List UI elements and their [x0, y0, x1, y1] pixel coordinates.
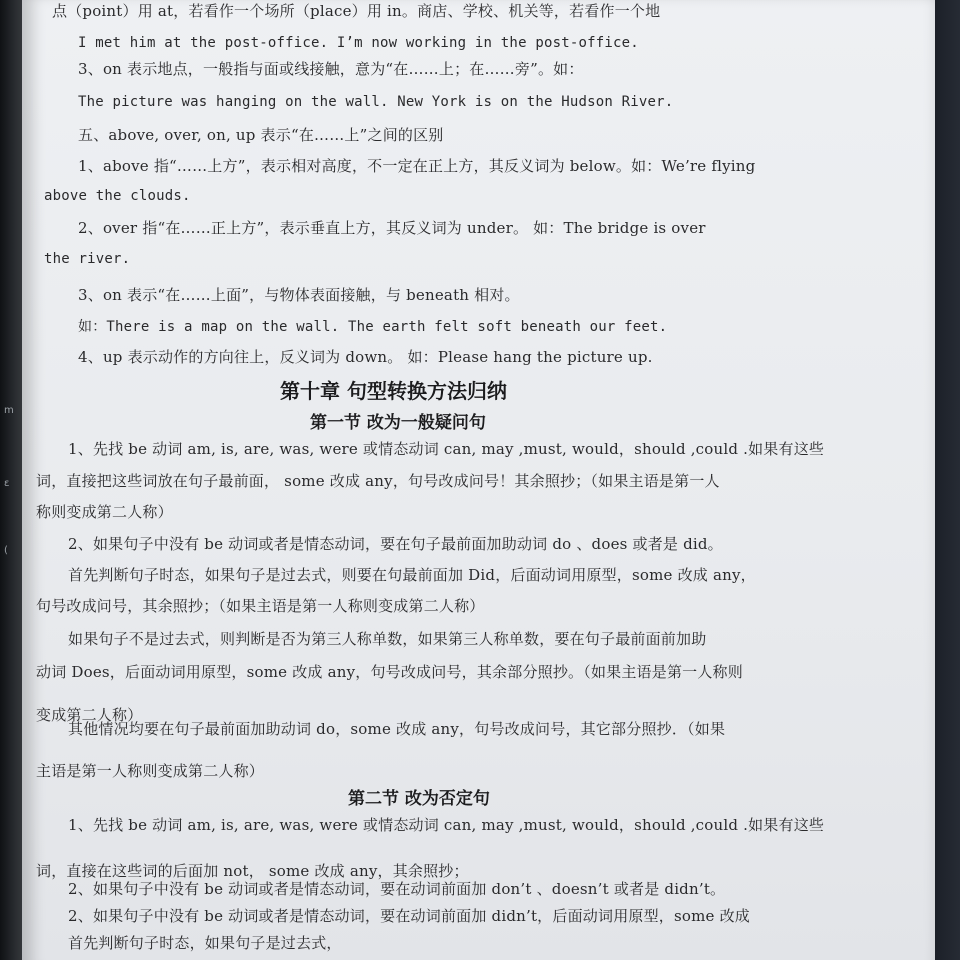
- text-line: 词，直接把这些词放在句子最前面， some 改成 any，句号改成问号！其余照抄；（如果主语是第一人: [36, 472, 720, 490]
- text-line: 2、over 指“在……正上方”，表示垂直上方，其反义词为 under。 如：The bridge is over: [78, 219, 706, 237]
- text-line: 首先判断句子时态，如果句子是过去式，: [68, 934, 342, 952]
- text-line: 五、above, over, on, up 表示“在……上”之间的区别: [78, 126, 444, 144]
- text-line: 1、above 指“……上方”，表示相对高度，不一定在正上方，其反义词为 below。如：We’re flying: [78, 157, 756, 175]
- text-line: 3、on 表示“在……上面”，与物体表面接触，与 beneath 相对。: [78, 286, 520, 304]
- text-line: 首先判断句子时态，如果句子是过去式，则要在句最前面加 Did，后面动词用原型，some 改成 any，: [68, 566, 756, 584]
- text-line: 词，直接在这些词的后面加 not， some 改成 any，其余照抄；: [36, 862, 469, 880]
- text-line: 如果句子不是过去式，则判断是否为第三人称单数，如果第三人称单数，要在句子最前面前加助: [68, 630, 707, 648]
- text-line: 2、如果句子中没有 be 动词或者是情态动词，要在句子最前面加助动词 do 、does 或者是 did。: [68, 535, 723, 553]
- text-line: 其他情况均要在句子最前面加助动词 do，some 改成 any，句号改成问号，其它部分照抄．（如果: [68, 720, 726, 738]
- text-line: 点（point）用 at，若看作一个场所（place）用 in。商店、学校、机关等，若看作一个地: [52, 2, 661, 20]
- margin-mark: m: [4, 405, 14, 416]
- text-line: 句号改成问号，其余照抄；（如果主语是第一人称则变成第二人称）: [36, 597, 485, 615]
- book-page: [22, 0, 937, 960]
- margin-mark: ɛ: [4, 478, 10, 489]
- text-line: I met him at the post-office. I’m now working in the post-office.: [78, 35, 639, 51]
- margin-mark: (: [4, 545, 8, 556]
- text-line: 动词 Does，后面动词用原型，some 改成 any，句号改成问号，其余部分照抄。（如果主语是第一人称则: [36, 663, 743, 681]
- text-line: 变成第二人称）: [36, 706, 143, 724]
- text-line: 主语是第一人称则变成第二人称）: [36, 762, 265, 780]
- text-line: the river.: [44, 251, 131, 267]
- text-line: The picture was hanging on the wall. New York is on the Hudson River.: [78, 94, 674, 110]
- text-line: 2、如果句子中没有 be 动词或者是情态动词，要在动词前面加 don’t 、doesn’t 或者是 didn’t。: [68, 880, 726, 898]
- text-line: 4、up 表示动作的方向往上，反义词为 down。 如：Please hang the picture up.: [78, 348, 653, 366]
- chapter-title: 第十章 句型转换方法归纳: [280, 379, 507, 403]
- text-line: 如：There is a map on the wall. The earth felt soft beneath our feet.: [78, 319, 668, 335]
- text-line: 1、先找 be 动词 am, is, are, was, were 或情态动词 can, may ,must, would，should ,could .如果有这些: [68, 440, 825, 458]
- background-edge: [935, 0, 960, 960]
- text-line: above the clouds.: [44, 188, 191, 204]
- text-line: 2、如果句子中没有 be 动词或者是情态动词，要在动词前面加 didn’t，后面动词用原型，some 改成: [68, 907, 750, 925]
- section-title: 第二节 改为否定句: [348, 789, 490, 809]
- text-line: 称则变成第二人称）: [36, 503, 173, 521]
- text-line: 3、on 表示地点，一般指与面或线接触，意为“在……上；在……旁”。如：: [78, 60, 584, 78]
- text-line: 1、先找 be 动词 am, is, are, was, were 或情态动词 can, may ,must, would，should ,could .如果有这些: [68, 816, 825, 834]
- section-title: 第一节 改为一般疑问句: [310, 413, 486, 433]
